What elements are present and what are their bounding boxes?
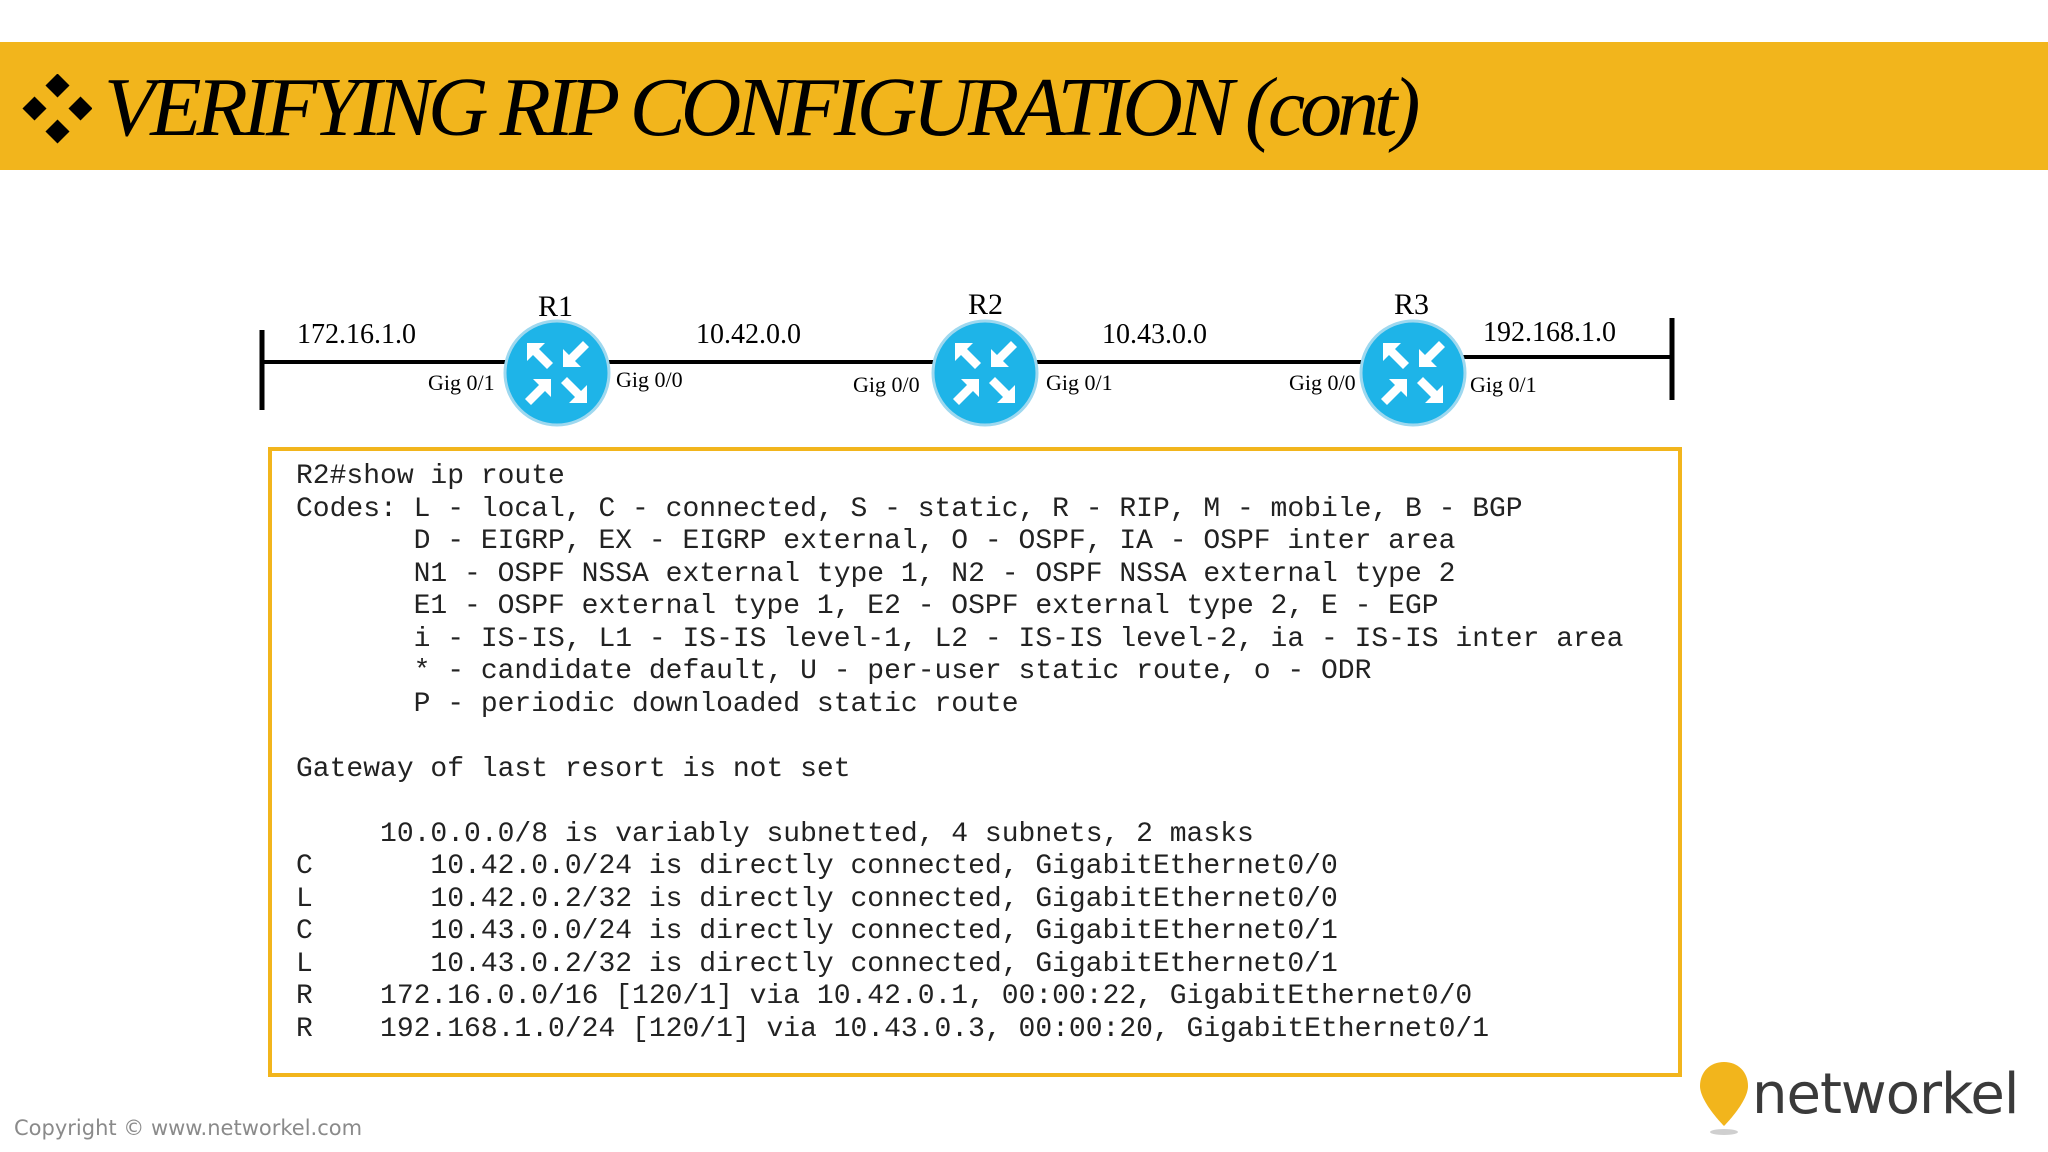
cli-line: i - IS-IS, L1 - IS-IS level-1, L2 - IS-IS level-2, ia - IS-IS inter area <box>296 623 1624 655</box>
cli-line: N1 - OSPF NSSA external type 1, N2 - OSPF NSSA external type 2 <box>296 558 1456 590</box>
router-icon <box>933 321 1037 425</box>
router-name: R3 <box>1394 288 1430 321</box>
logo-text: networkel <box>1752 1062 2019 1127</box>
interface-label: Gig 0/1 <box>428 370 495 395</box>
cli-line: R 192.168.1.0/24 [120/1] via 10.43.0.3, 00:00:20, GigabitEthernet0/1 <box>296 1013 1489 1045</box>
interface-label: Gig 0/0 <box>1289 370 1356 395</box>
cli-line: * - candidate default, U - per-user static route, o - ODR <box>296 656 1372 687</box>
map-pin-icon <box>1698 1060 1750 1140</box>
cli-line: L 10.43.0.2/32 is directly connected, GigabitEthernet0/1 <box>296 948 1338 980</box>
cli-line: 10.0.0.0/8 is variably subnetted, 4 subnets, 2 masks <box>296 818 1254 850</box>
network-label-r1-r2: 10.42.0.0 <box>696 319 801 350</box>
router-icon <box>505 321 609 425</box>
cli-line: Gateway of last resort is not set <box>296 753 851 785</box>
cli-line: D - EIGRP, EX - EIGRP external, O - OSPF, IA - OSPF inter area <box>296 526 1456 557</box>
cli-line: C 10.43.0.0/24 is directly connected, GigabitEthernet0/1 <box>296 916 1338 947</box>
cli-output <box>296 461 1623 1046</box>
cli-line: R 172.16.0.0/16 [120/1] via 10.42.0.1, 00:00:22, GigabitEthernet0/0 <box>296 981 1473 1012</box>
cli-line: P - periodic downloaded static route <box>296 688 1019 720</box>
router-icon <box>1361 321 1465 425</box>
network-label-left: 172.16.1.0 <box>297 319 416 350</box>
cli-line: Codes: L - local, C - connected, S - static, R - RIP, M - mobile, B - BGP <box>296 493 1523 525</box>
copyright-text: Copyright © www.networkel.com <box>14 1116 363 1140</box>
router-name: R1 <box>538 290 574 323</box>
router-r2 <box>853 288 1113 425</box>
cli-line: R2#show ip route <box>296 461 565 492</box>
page-title: VERIFYING RIP CONFIGURATION (cont) <box>104 61 1416 154</box>
cli-line: E1 - OSPF external type 1, E2 - OSPF external type 2, E - EGP <box>296 591 1439 622</box>
cli-output-box <box>268 447 1682 1077</box>
interface-label: Gig 0/0 <box>853 372 920 397</box>
network-label-r2-r3: 10.43.0.0 <box>1102 319 1207 350</box>
cli-line: C 10.42.0.0/24 is directly connected, GigabitEthernet0/0 <box>296 851 1338 882</box>
router-r1 <box>428 290 683 425</box>
router-name: R2 <box>968 288 1004 321</box>
interface-label: Gig 0/1 <box>1046 370 1113 395</box>
cli-line: L 10.42.0.2/32 is directly connected, GigabitEthernet0/0 <box>296 883 1338 915</box>
interface-label: Gig 0/0 <box>616 367 683 392</box>
networkel-logo <box>1698 1060 2018 1140</box>
interface-label: Gig 0/1 <box>1470 372 1537 397</box>
network-label-right: 192.168.1.0 <box>1483 317 1616 348</box>
